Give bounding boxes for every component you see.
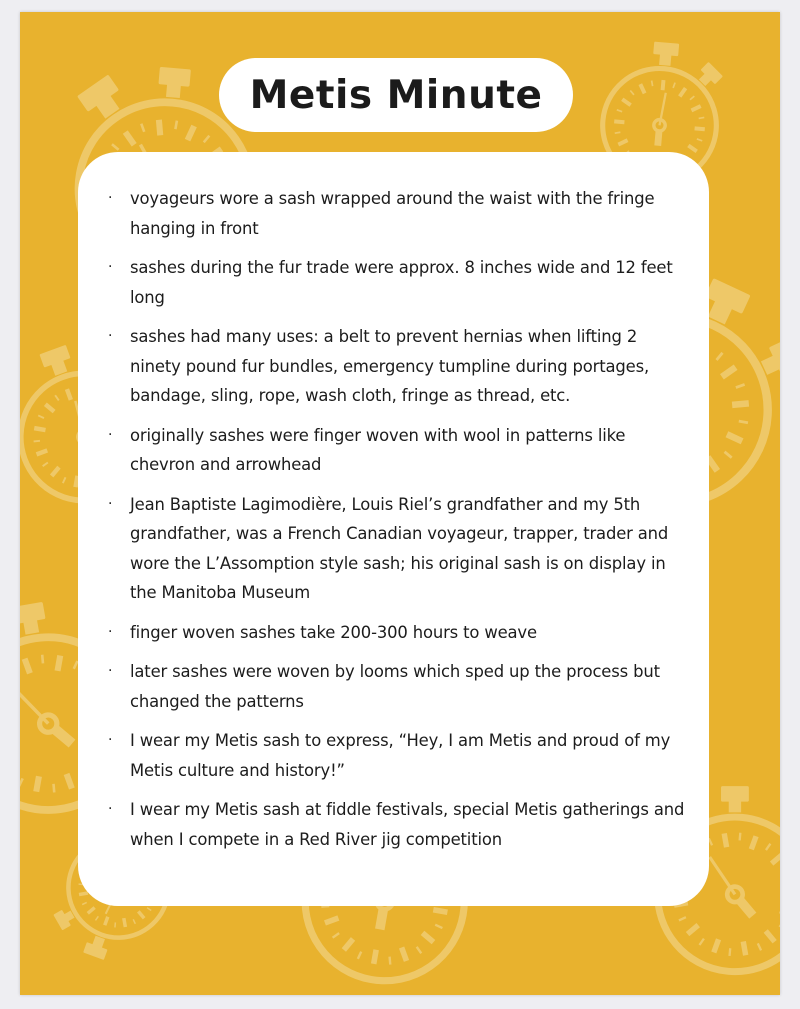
page-title: Metis Minute <box>249 72 543 118</box>
fact-text: sashes had many uses: a belt to prevent hernias when lifting 2 ninety pound fur bundles, emergency tumpline during portages, bandage, sling, rope, wash cloth, fringe as thread, etc. <box>130 327 650 405</box>
fact-text: voyageurs wore a sash wrapped around the waist with the fringe hanging in front <box>130 189 655 238</box>
list-item <box>108 322 689 411</box>
list-item <box>108 421 689 480</box>
bullet-icon: · <box>108 328 113 344</box>
fact-text: Jean Baptiste Lagimodière, Louis Riel’s grandfather and my 5th grandfather, was a French Canadian voyageur, trapper, trader and wore the L’Assomption style sash; his original sash is on display in the Manitoba Museum <box>130 494 669 602</box>
title-banner <box>219 58 573 132</box>
list-item <box>108 657 689 716</box>
fact-text: originally sashes were finger woven with wool in patterns like chevron and arrowhead <box>130 425 626 474</box>
list-item <box>108 795 689 854</box>
fact-text: I wear my Metis sash at fiddle festivals, special Metis gatherings and when I compete in a Red River jig competition <box>130 800 685 849</box>
bullet-icon: · <box>108 801 113 817</box>
bullet-icon: · <box>108 426 113 443</box>
facts-list <box>78 152 709 854</box>
bullet-icon: · <box>108 259 113 275</box>
bullet-icon: · <box>108 190 113 206</box>
list-item <box>108 253 689 312</box>
fact-text: I wear my Metis sash to express, “Hey, I am Metis and proud of my Metis culture and history!” <box>130 731 671 780</box>
list-item <box>108 726 689 785</box>
metis-minute-poster <box>20 12 780 995</box>
list-item <box>108 618 689 648</box>
fact-text: sashes during the fur trade were approx. 8 inches wide and 12 feet long <box>130 258 673 307</box>
bullet-icon: · <box>108 663 113 679</box>
list-item <box>108 490 689 608</box>
bullet-icon: · <box>108 623 113 640</box>
fact-text: finger woven sashes take 200-300 hours to weave <box>130 622 537 642</box>
facts-card <box>78 152 709 906</box>
bullet-icon: · <box>108 732 113 748</box>
fact-text: later sashes were woven by looms which sped up the process but changed the patterns <box>130 662 660 711</box>
list-item <box>108 184 689 243</box>
bullet-icon: · <box>108 495 113 512</box>
